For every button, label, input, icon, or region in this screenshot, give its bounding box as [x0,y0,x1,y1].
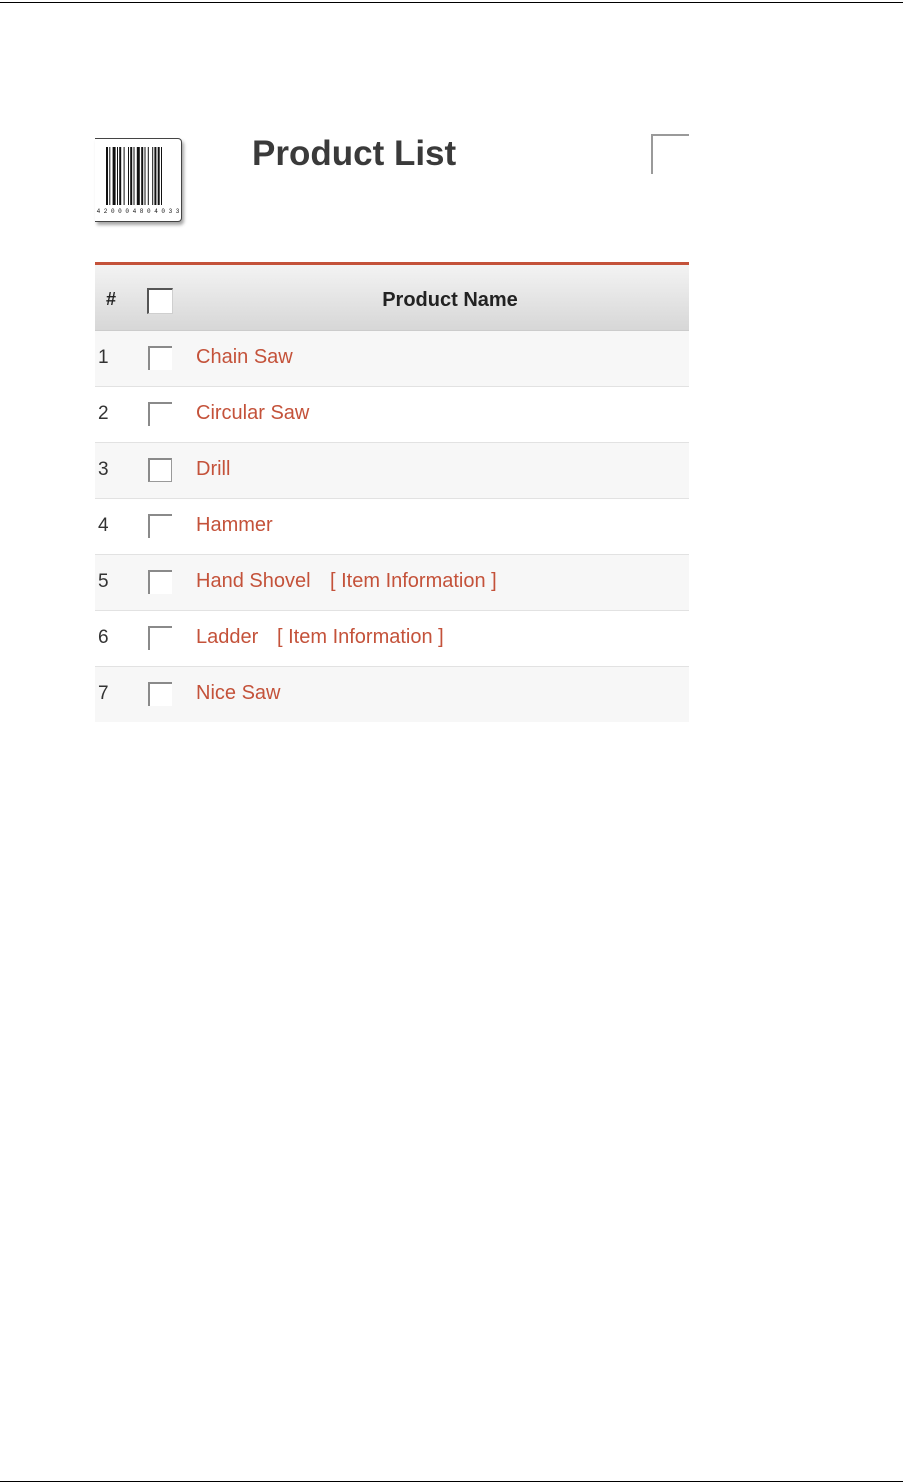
barcode-bar [134,147,135,205]
barcode-graphic [95,139,181,221]
item-information-link[interactable]: [ Item Information ] [330,570,497,592]
product-name-link[interactable]: Ladder [196,626,259,648]
table-row [95,443,689,499]
barcode-bar [128,147,129,205]
row-checkbox[interactable] [148,458,172,482]
barcode-bar [161,147,162,205]
barcode-bar [124,147,125,205]
row-checkbox[interactable] [148,402,172,426]
row-number: 4 [98,515,109,536]
row-number: 1 [98,347,109,368]
row-number: 2 [98,403,109,424]
row-number: 3 [98,459,109,480]
row-checkbox[interactable] [148,626,172,650]
table-row [95,499,689,555]
row-checkbox[interactable] [148,514,172,538]
row-number: 6 [98,627,109,648]
barcode-bar [119,147,121,205]
barcode-bar [152,147,153,205]
product-name-link[interactable]: Nice Saw [196,682,281,704]
product-name-link[interactable]: Drill [196,458,231,480]
barcode-bar [145,147,146,205]
barcode-bar [109,147,110,205]
barcode-bar [137,147,140,205]
product-name-link[interactable]: Hammer [196,514,273,536]
row-checkbox[interactable] [148,682,172,706]
page-title: Product List [252,134,457,173]
table-body [95,331,689,722]
barcode-bar [141,147,143,205]
barcode-bar [158,147,160,205]
barcode-bar [148,147,149,205]
barcode-bar [117,147,118,205]
product-table [95,262,689,722]
product-name-link[interactable]: Chain Saw [196,346,293,368]
select-all-checkbox[interactable] [147,288,173,314]
table-row [95,387,689,443]
top-rule [0,2,903,3]
row-checkbox[interactable] [148,346,172,370]
column-header-number: # [106,289,117,309]
table-row [95,331,689,387]
row-checkbox[interactable] [148,570,172,594]
column-header-product-name: Product Name [382,289,518,311]
row-number: 7 [98,683,109,704]
barcode-bar [106,147,108,205]
row-number: 5 [98,571,109,592]
product-name-link[interactable]: Circular Saw [196,402,310,424]
barcode-logo-icon [95,138,182,222]
bottom-rule [0,1481,903,1482]
barcode-digits: 4 2 0 0 0 4 8 0 4 0 3 3 [96,208,180,215]
item-information-link[interactable]: [ Item Information ] [277,626,444,648]
table-header [95,265,689,331]
barcode-bar [113,147,116,205]
barcode-bar [154,147,156,205]
table-row [95,611,689,667]
barcode-bar [130,147,132,205]
table-row [95,555,689,611]
top-select-checkbox[interactable] [651,134,689,174]
table-row [95,667,689,722]
product-name-link[interactable]: Hand Shovel [196,570,311,592]
